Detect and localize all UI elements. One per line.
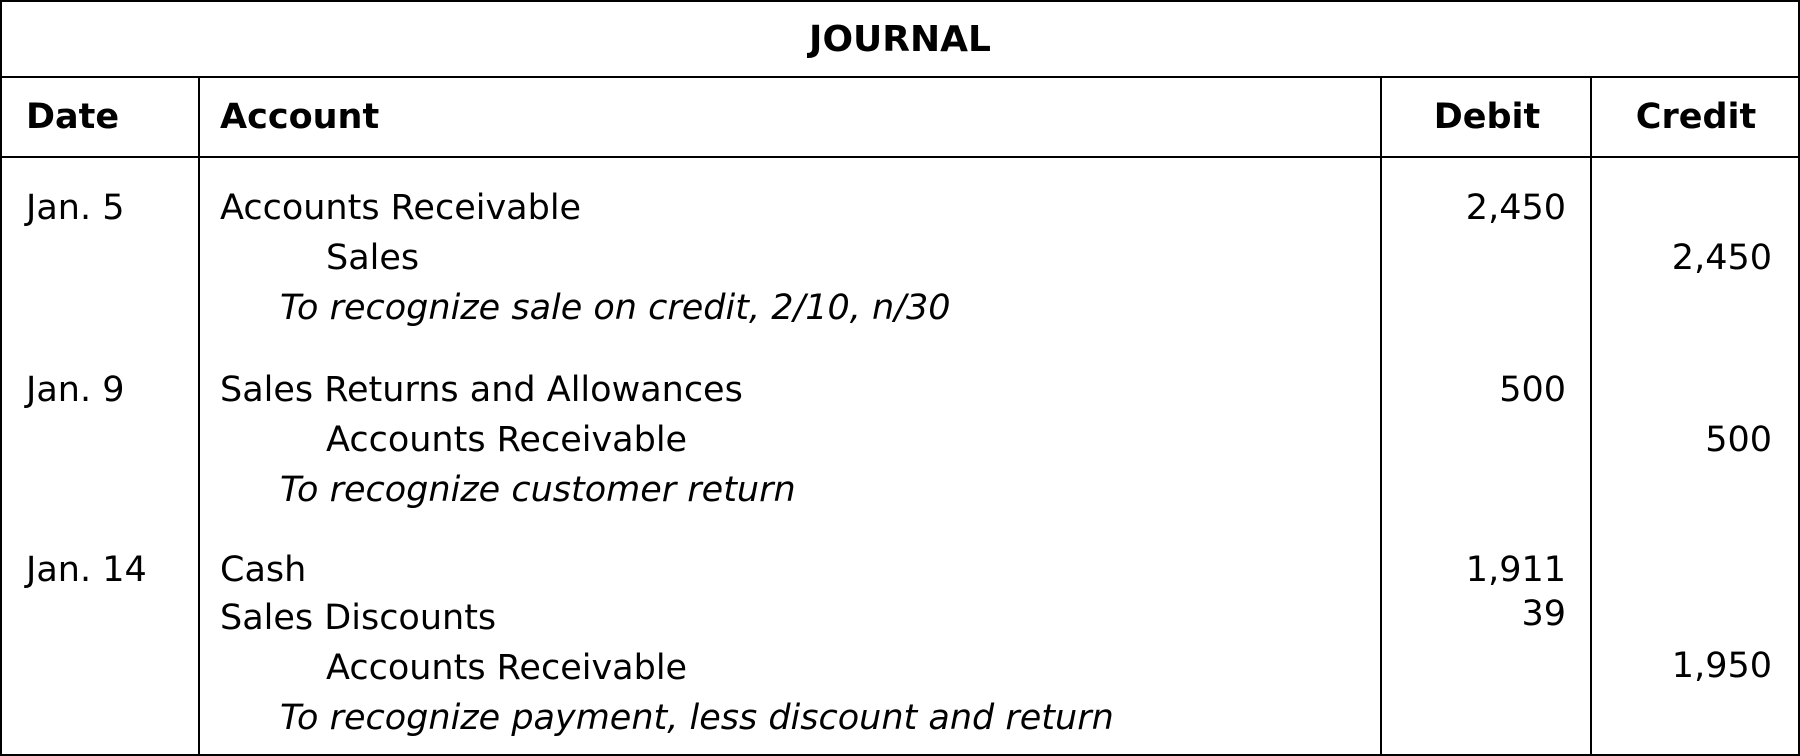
credit-amount: 2,450: [1671, 238, 1772, 278]
header-account: Account: [220, 97, 380, 137]
debit-account: Sales Discounts: [220, 598, 497, 638]
entry-memo: To recognize customer return: [280, 470, 796, 510]
header-row: [2, 78, 1798, 158]
debit-amount: 1,911: [1465, 550, 1566, 590]
credit-amount: 500: [1705, 420, 1772, 460]
header-debit: Debit: [1433, 97, 1541, 137]
journal-title: JOURNAL: [2, 2, 1798, 78]
debit-amount: 500: [1499, 370, 1566, 410]
debit-account: Accounts Receivable: [220, 188, 582, 228]
entry-date: Jan. 5: [26, 188, 125, 228]
credit-account: Accounts Receivable: [326, 648, 688, 688]
header-date: Date: [26, 97, 120, 137]
debit-account: Sales Returns and Allowances: [220, 370, 743, 410]
credit-account: Sales: [326, 238, 420, 278]
entry-memo: To recognize payment, less discount and return: [280, 698, 1114, 738]
debit-account: Cash: [220, 550, 307, 590]
header-credit: Credit: [1635, 97, 1757, 137]
debit-amount: 39: [1521, 594, 1566, 634]
divider-account-debit: [1380, 78, 1382, 754]
entry-date: Jan. 9: [26, 370, 125, 410]
divider-debit-credit: [1590, 78, 1592, 754]
credit-account: Accounts Receivable: [326, 420, 688, 460]
entry-date: Jan. 14: [26, 550, 147, 590]
credit-amount: 1,950: [1671, 646, 1772, 686]
entry-memo: To recognize sale on credit, 2/10, n/30: [280, 288, 951, 328]
divider-date-account: [198, 78, 200, 754]
debit-amount: 2,450: [1465, 188, 1566, 228]
